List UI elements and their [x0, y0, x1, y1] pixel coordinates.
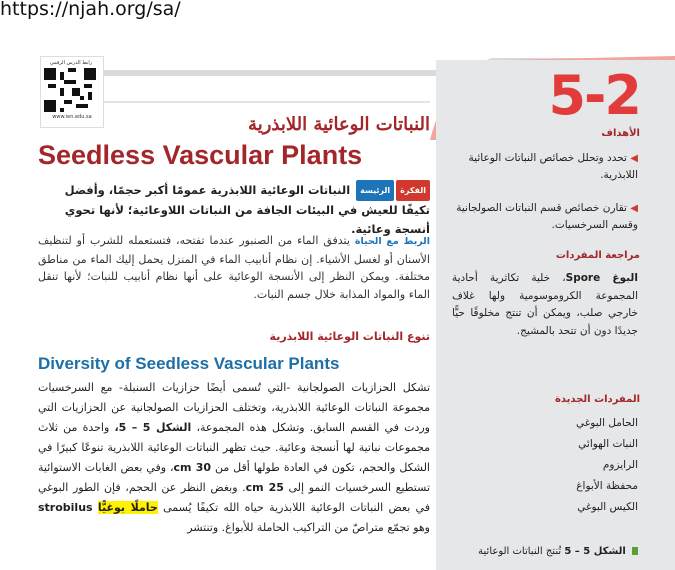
- measure-25cm: 25 cm: [245, 481, 284, 494]
- figure-reference[interactable]: الشكل 5 – 5،: [114, 421, 192, 434]
- vocab-item[interactable]: النبات الهوائي: [578, 438, 638, 450]
- qr-site: www.ien.edu.sa: [52, 114, 92, 120]
- title-english: Seedless Vascular Plants: [38, 140, 363, 170]
- body-p5: وهو تجمّع متراصّ من التراكيب الحاملة للأبواغ. وتنتشر: [187, 521, 430, 534]
- vocab-item[interactable]: الكيس البوغي: [577, 501, 638, 513]
- title-arabic: النباتات الوعائية اللابذرية: [248, 114, 430, 135]
- bullet-icon: ◀: [630, 203, 638, 214]
- review-vocab-label: مراجعة المفردات: [555, 250, 640, 261]
- real-world-text: يتدفق الماء من الصنبور عندما تفتحه، فتستعمله للشرب أو لتنظيف الأسنان أو لغسل الأشياء. إن نظام أنابيب الماء في المنزل يحمل إليك الماء من مناطق مختلفة. ويمكن النظر إلى الأنسجة الوعائية على أنها نظام أنابيب للنبات؛ لأنها تنقل الماء والمواد المذابة خلال جسم النبات.: [38, 234, 430, 301]
- review-term: البوغ: [612, 272, 638, 284]
- main-idea-tag-idea: الفكرة: [396, 180, 430, 201]
- objective-text-1: تحدد وتحلل خصائص النباتات الوعائية اللابذرية.: [468, 152, 638, 181]
- objective-item-2: [452, 200, 638, 234]
- body-p2: واحدة من ثلاث مجموعات نباتية لها أنسجة وعائية. حيث تظهر النباتات الوعائية اللابذرية تنوعًا كبيرًا في الشكل والحجم، تكون في العادة طولها أقل من: [38, 421, 430, 474]
- body-p4: . وبغض النظر عن الحجم، فإن الطور البوغي في بعض النباتات الوعائية اللابذرية حياه الله تكيفًا يُسمى: [38, 481, 430, 514]
- source-url[interactable]: https://njah.org/sa/: [0, 0, 181, 20]
- measure-30cm: 30 cm: [173, 461, 212, 474]
- figure-caption: [452, 544, 638, 560]
- real-world-label: الربط مع الحياة: [354, 236, 431, 247]
- real-world-link: [38, 232, 430, 303]
- main-idea-tag-main: الرئيسة: [356, 180, 394, 201]
- highlighted-term: حاملًا بوغيًّا: [97, 501, 158, 514]
- review-text: ، خلية تكاثرية أحادية المجموعة الكروموسومية ولها غلاف خارجي صلب، ويمكن أن تنتج مخلوقًا حيًّا جديدًا دون أن تتحد بالمشيج.: [452, 272, 638, 337]
- main-idea-text: النباتات الوعائية اللابذرية عمومًا أكبر حجمًا، وأفضل تكيفًا للعيش في البيئات الجافة من النباتات اللاوعائية؛ لأنها تحوي أنسجة وعائية.: [64, 183, 430, 236]
- review-vocab: [452, 270, 638, 340]
- bullet-icon: ◀: [630, 153, 638, 164]
- subhead-english: Diversity of Seedless Vascular Plants: [38, 354, 340, 373]
- new-vocab-list: [520, 413, 638, 518]
- qr-code-icon[interactable]: [44, 68, 96, 112]
- objective-item-1: [452, 150, 638, 184]
- new-vocab-label: المفردات الجديدة: [555, 394, 640, 405]
- subhead-arabic: تنوع النباتات الوعائية اللابذرية: [269, 330, 430, 343]
- section-number: 5-2: [548, 64, 640, 127]
- term-strobilus: strobilus: [38, 501, 93, 514]
- caption-label: الشكل 5 – 5: [564, 546, 626, 557]
- main-idea: [38, 180, 430, 239]
- objective-text-2: تقارن خصائص قسم النباتات الصولجانية وقسم السرخسيات.: [456, 202, 638, 231]
- body-p1: تشكل الحزازيات الصولجانية -التي تُسمى أيضًا حزازيات السنبلة- مع السرخسيات مجموعة النباتات الوعائية اللابذرية، وتختلف الحزازيات الصولجانية عن الحزازيات التي وردت في القسم السابق. وتشكل هذه المجموعة،: [38, 381, 430, 434]
- vocab-item[interactable]: محفظة الأبواغ: [576, 480, 638, 492]
- objectives-label: الأهداف: [601, 128, 640, 139]
- body-p3: ، وفي بعض الغابات الاستوائية تستطيع السرخسيات النمو إلى: [38, 461, 431, 494]
- qr-caption: رابط الدرس الرقمي: [49, 60, 93, 66]
- caption-marker-icon: [632, 547, 638, 555]
- caption-text: تُنتج النباتات الوعائية: [478, 546, 562, 557]
- vocab-item[interactable]: الحامل البوغي: [576, 417, 638, 429]
- review-term-en: Spore: [565, 272, 601, 284]
- vocab-item[interactable]: الرايزوم: [602, 459, 638, 471]
- body-paragraph: [38, 378, 430, 538]
